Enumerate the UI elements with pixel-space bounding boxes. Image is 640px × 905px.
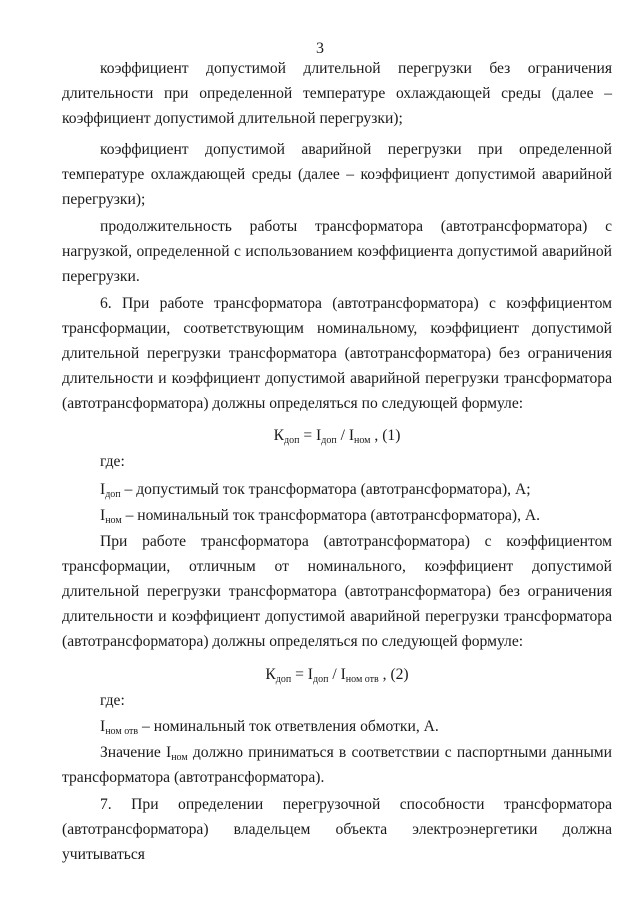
definition-i-nom-otv: $I_{ном отв}$ – номинальный ток ответвления обмотки, А. — [100, 718, 439, 737]
paragraph-3: продолжительность работы трансформатора (автотрансформатора) с нагрузкой, определенной с использованием коэффициента допустимой аварийной перегрузки. — [62, 218, 612, 285]
definition-i-nom: $I_{ном}$ – номинальный ток трансформатора (автотрансформатора), А. — [100, 507, 541, 526]
paragraph-1: коэффициент допустимой длительной перегрузки без ограничения длительности при определенной температуре охлаждающей среды (далее – коэффициент допустимой длительной перегрузки); — [62, 60, 612, 127]
paragraph-6: Значение $I_{ном}$ должно приниматься в соответствии с паспортными данными трансформатора (автотрансформатора). — [62, 744, 613, 786]
paragraph-5: При работе трансформатора (автотрансформатора) с коэффициентом трансформации, отличным от номинального, коэффициент допустимой длительной перегрузки трансформатора (автотрансформатора) без ограничения длительности и коэффициент допустимой аварийной перегрузки трансформатора (автотрансформатора) должны определяться по следующей формуле: — [62, 533, 612, 650]
formula-2: $К_{доп} = I_{доп} / I_{ном отв}$ , (2) — [265, 666, 409, 685]
definition-i-dop: $I_{доп}$ – допустимый ток трансформатора (автотрансформатора), А; — [100, 481, 531, 500]
where-label-1: где: — [100, 453, 125, 470]
paragraph-7: 7. При определении перегрузочной способности трансформатора (автотрансформатора) владельцем объекта электроэнергетики должна учитываться — [62, 796, 612, 863]
paragraph-4: 6. При работе трансформатора (автотрансформатора) с коэффициентом трансформации, соответствующим номинальному, коэффициент допустимой длительной перегрузки трансформатора (автотрансформатора) без ограничения длительности и коэффициент допустимой аварийной перегрузки трансформатора (автотрансформатора) должны определяться по следующей формуле: — [62, 295, 612, 412]
where-label-2: где: — [100, 692, 125, 709]
formula-1: $К_{доп} = I_{доп} / I_{ном}$ , (1) — [273, 427, 401, 446]
paragraph-2: коэффициент допустимой аварийной перегрузки при определенной температуре охлаждающей среды (далее – коэффициент допустимой аварийной перегрузки); — [62, 141, 612, 208]
page-number: 3 — [316, 40, 324, 57]
